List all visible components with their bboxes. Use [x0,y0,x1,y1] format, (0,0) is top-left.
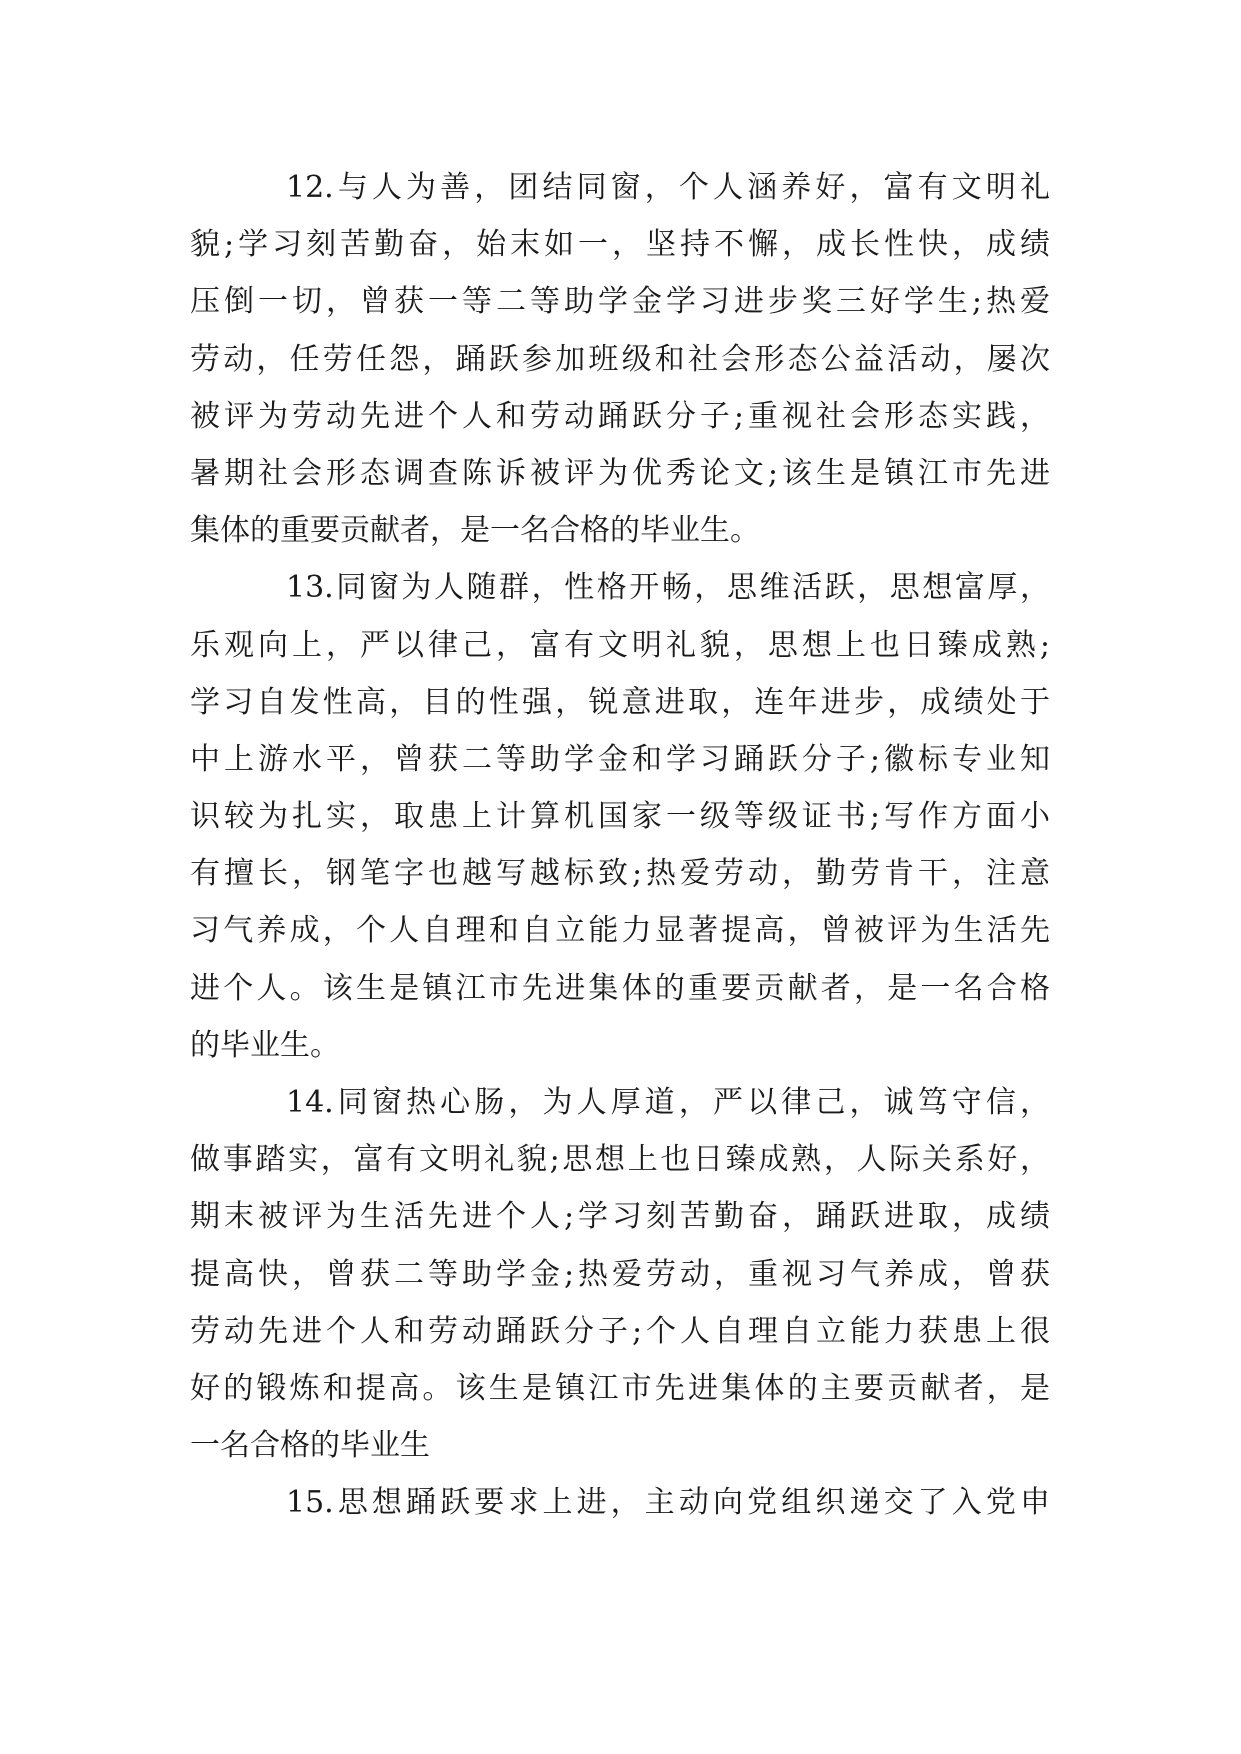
paragraph-15 [190,1474,1050,1531]
text-line: 集体的重要贡献者，是一名合格的毕业生。 [190,513,760,549]
paragraph-14 [190,1074,1050,1474]
text-line: 暑期社会形态调查陈诉被评为优秀论文;该生是镇江市先进 [190,455,1050,491]
paragraph-12 [190,159,1050,559]
text-line: 被评为劳动先进个人和劳动踊跃分子;重视社会形态实践， [190,398,1050,434]
text-line: 14.同窗热心肠，为人厚道，严以律己，诚笃守信， [286,1085,1050,1120]
text-line: 的毕业生。 [190,1027,340,1063]
text-line: 习气养成，个人自理和自立能力显著提高，曾被评为生活先 [190,913,1050,949]
text-line: 貌;学习刻苦勤奋，始末如一，坚持不懈，成长性快，成绩 [190,227,1050,263]
text-line: 做事踏实，富有文明礼貌;思想上也日臻成熟，人际关系好， [190,1142,1050,1178]
text-line: 期末被评为生活先进个人;学习刻苦勤奋，踊跃进取，成绩 [190,1199,1050,1235]
text-line: 劳动先进个人和劳动踊跃分子;个人自理自立能力获患上很 [190,1313,1050,1349]
text-line: 乐观向上，严以律己，富有文明礼貌，思想上也日臻成熟; [190,627,1050,663]
text-line: 识较为扎实，取患上计算机国家一级等级证书;写作方面小 [190,799,1050,835]
text-line: 劳动，任劳任怨，踊跃参加班级和社会形态公益活动，屡次 [190,341,1050,377]
text-line: 提高快，曾获二等助学金;热爱劳动，重视习气养成，曾获 [190,1256,1050,1292]
document-body [190,159,1050,1532]
text-line: 13.同窗为人随群，性格开畅，思维活跃，思想富厚， [286,570,1050,606]
text-line: 12.与人为善，团结同窗，个人涵养好，富有文明礼 [286,170,1050,205]
text-line: 15.思想踊跃要求上进，主动向党组织递交了入党申 [286,1485,1050,1521]
text-line: 一名合格的毕业生 [190,1428,430,1464]
text-line: 压倒一切，曾获一等二等助学金学习进步奖三好学生;热爱 [190,284,1050,320]
paragraph-13 [190,559,1050,1074]
text-line: 好的锻炼和提高。该生是镇江市先进集体的主要贡献者，是 [190,1370,1050,1406]
text-line: 学习自发性高，目的性强，锐意进取，连年进步，成绩处于 [190,684,1050,720]
text-line: 中上游水平，曾获二等助学金和学习踊跃分子;徽标专业知 [190,741,1050,777]
text-line: 有擅长，钢笔字也越写越标致;热爱劳动，勤劳肯干，注意 [190,856,1050,892]
text-line: 进个人。该生是镇江市先进集体的重要贡献者，是一名合格 [190,970,1050,1006]
